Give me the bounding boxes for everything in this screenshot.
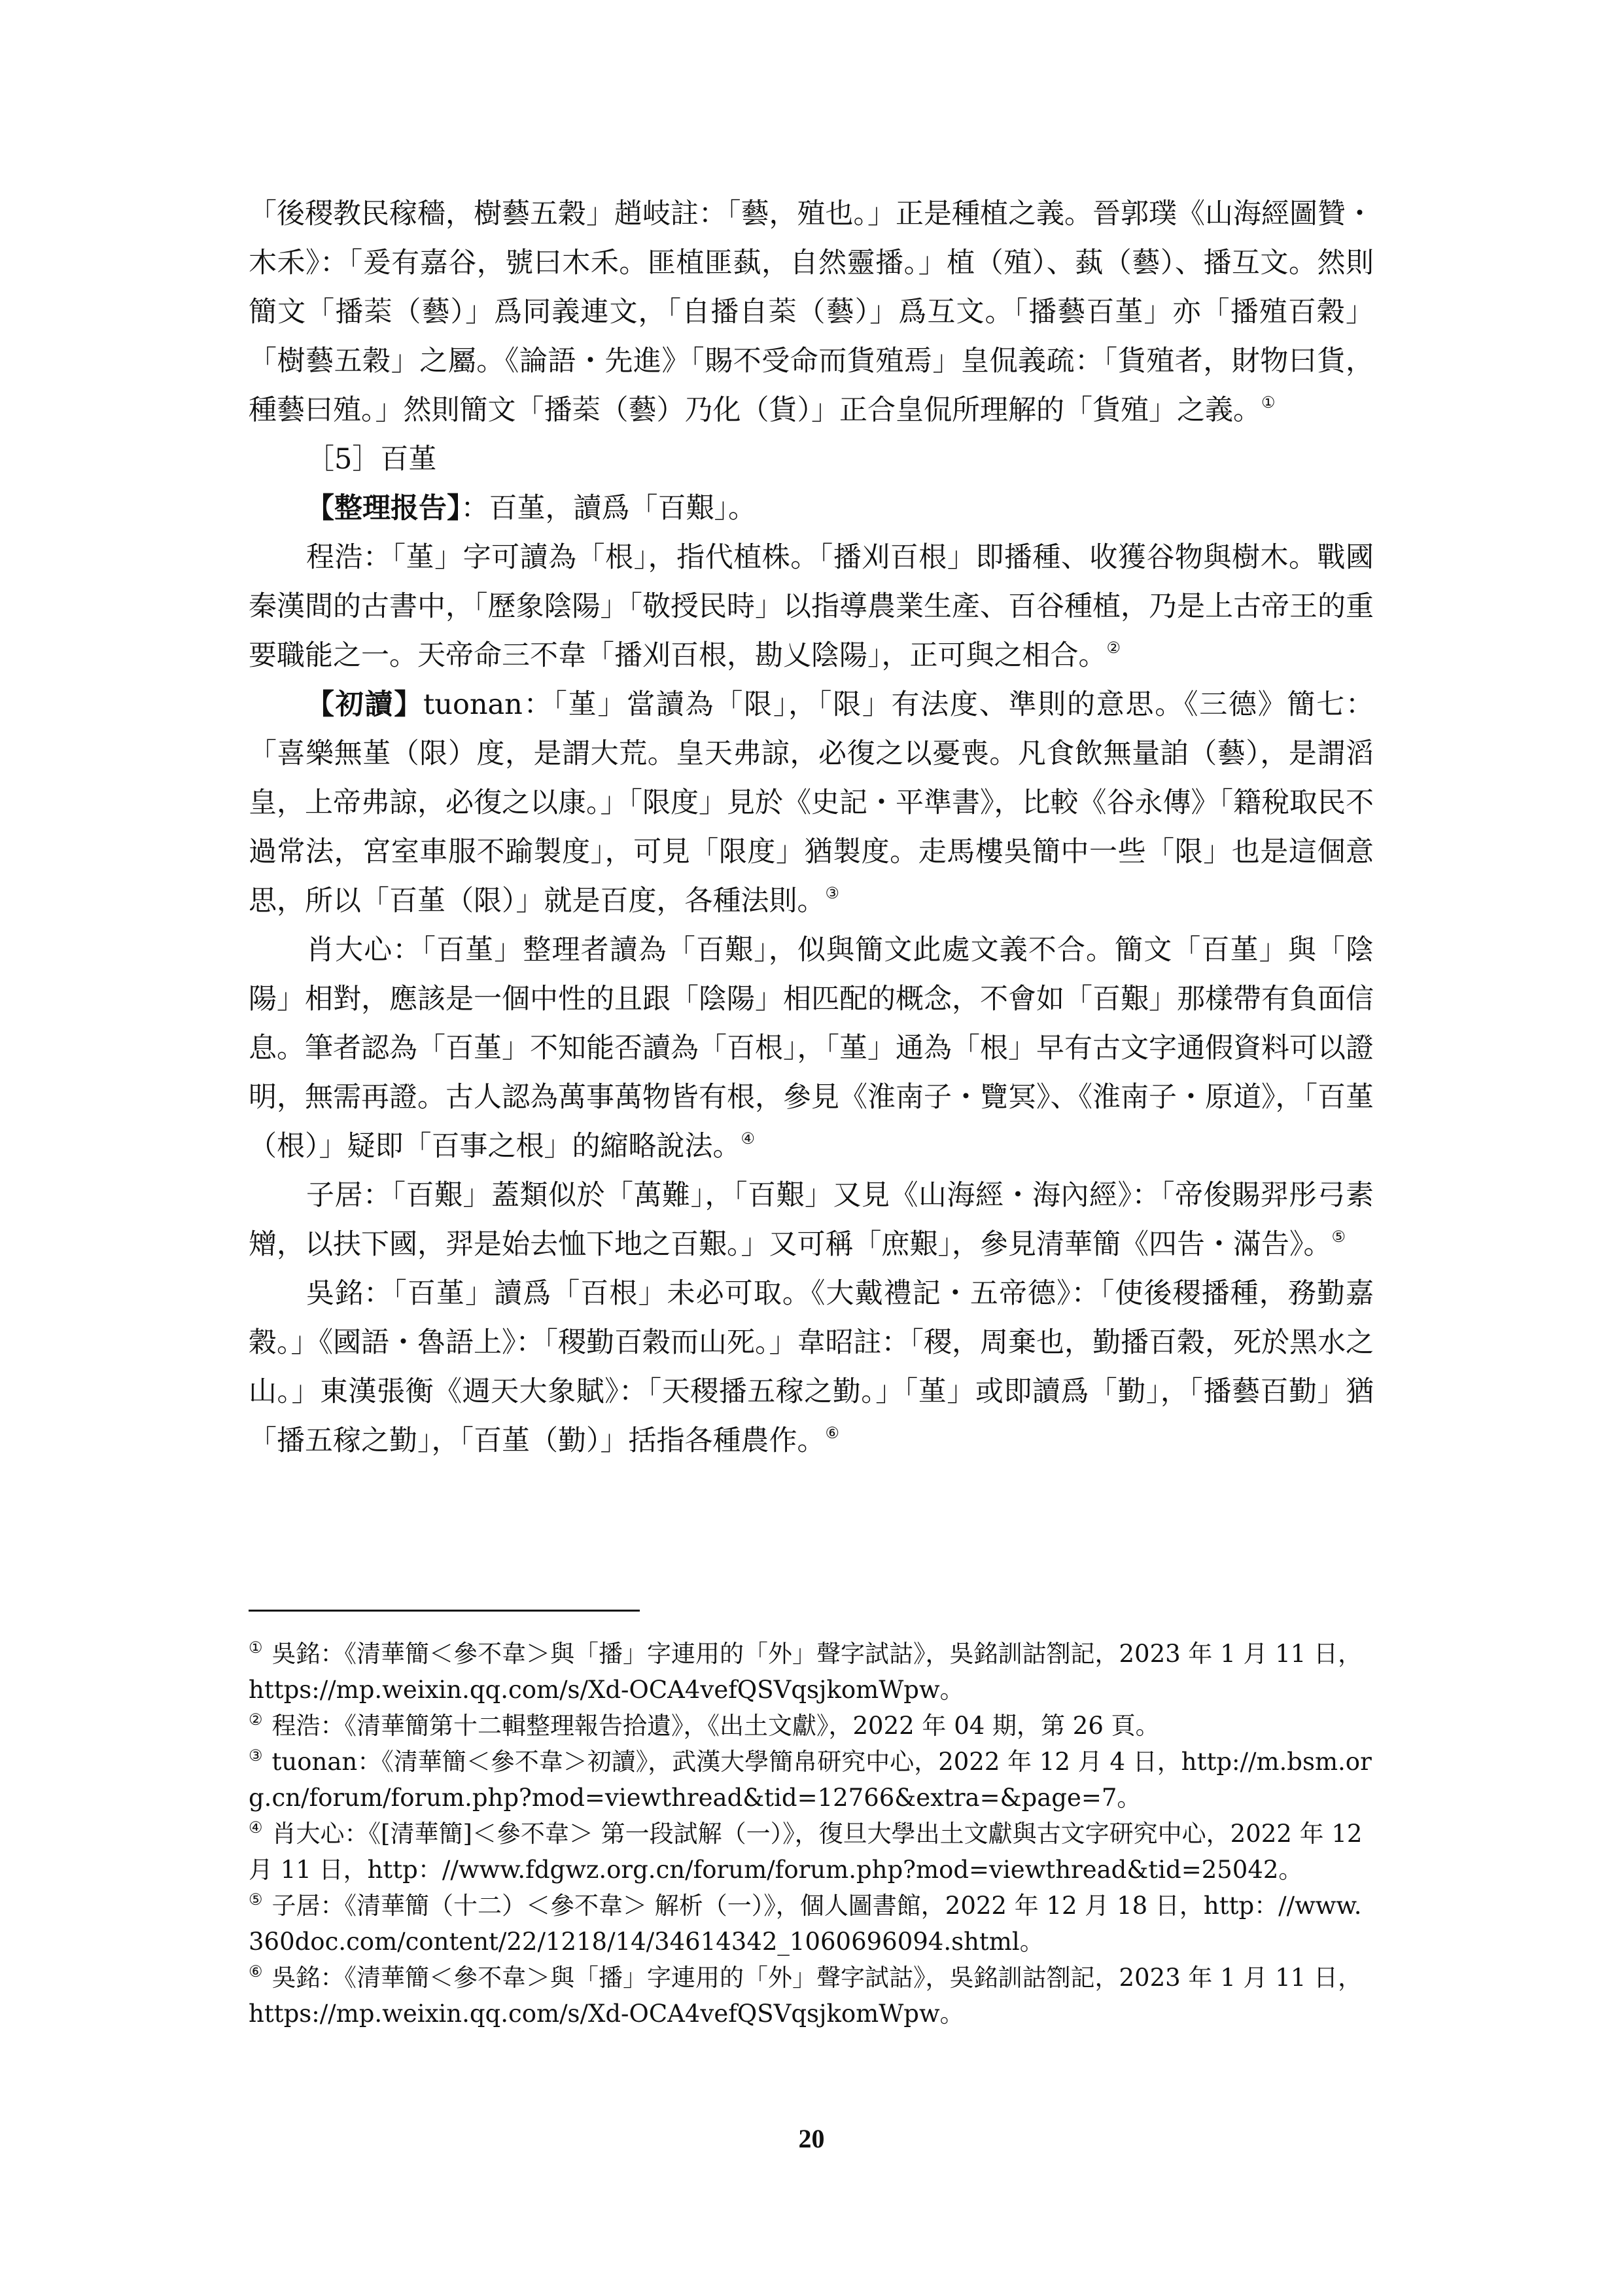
footnote-text: 吳銘：《清華簡＜參不韋＞與「播」字連用的「外」聲字試詁》，吳銘訓詁劄記，2023 年 1 月 11 日，https://mp.weixin.qq.com/s/Xd-OCA4vefQSVqsjkomWpw。 <box>249 1640 1363 1704</box>
footnote <box>249 1636 1374 1708</box>
paragraph-text: ：百堇，讀爲「百艱」。 <box>461 492 756 525</box>
footnote-text: 子居：《清華簡（十二）＜參不韋＞ 解析（一）》，個人圖書館，2022 年 12 月 18 日，http：//www.360doc.com/content/22/1218/14/34614342_1060696094.shtml。 <box>249 1892 1362 1956</box>
paragraph-lead-label: 【整理报告】 <box>306 492 461 525</box>
footnote-text: tuonan：《清華簡＜參不韋＞初讀》，武漢大學簡帛研究中心，2022 年 12 月 4 日，http://m.bsm.org.cn/forum/forum.php?mod=viewthread&tid=12766&extra=&page=7。 <box>249 1748 1372 1812</box>
footnote-ref[interactable]: ① <box>1261 393 1276 412</box>
footnote-mark: ① <box>249 1638 263 1657</box>
section-heading <box>249 435 1374 484</box>
paragraph-lead-label: 【初讀】 <box>306 688 423 721</box>
paragraph-text: 子居：「百艱」蓋類似於「萬難」，「百艱」又見《山海經・海內經》：「帝俊賜羿彤弓素矰，以扶下國，羿是始去恤下地之百艱。」又可稱「庶艱」，參見清華簡《四告・滿告》。 <box>249 1179 1374 1261</box>
section-heading-text: ［5］百堇 <box>306 443 437 476</box>
paragraph-xiao-daxin <box>249 926 1374 1171</box>
footnote <box>249 1888 1374 1960</box>
footnote <box>249 1960 1374 2032</box>
footnote-ref[interactable]: ③ <box>825 884 840 902</box>
paragraph-text: 肖大心：「百堇」整理者讀為「百艱」，似與簡文此處文義不合。簡文「百堇」與「陰陽」相對，應該是一個中性的且跟「陰陽」相匹配的概念，不會如「百艱」那樣帶有負面信息。筆者認為「百堇」不知能否讀為「百根」，「堇」通為「根」早有古文字通假資料可以證明，無需再證。古人認為萬事萬物皆有根，參見《淮南子・覽冥》、《淮南子・原道》，「百堇（根）」疑即「百事之根」的縮略說法。 <box>249 934 1374 1163</box>
paragraph-continued <box>249 190 1374 435</box>
paragraph-tuonan <box>249 680 1374 926</box>
footnote-mark: ③ <box>249 1746 263 1765</box>
paragraph-text: 吳銘：「百堇」讀爲「百根」未必可取。《大戴禮記・五帝德》：「使後稷播種，務勤嘉穀。」《國語・魯語上》：「稷勤百穀而山死。」韋昭註：「稷，周棄也，勤播百穀，死於黑水之山。」東漢張衡《週天大象賦》：「天稷播五稼之勤。」「堇」或即讀爲「勤」，「播藝百勤」猶「播五稼之勤」，「百堇（勤）」括指各種農作。 <box>249 1277 1374 1457</box>
paragraph-wu-ming <box>249 1269 1374 1466</box>
body-text <box>249 190 1374 1466</box>
footnote-ref[interactable]: ④ <box>741 1129 756 1148</box>
footnote-ref[interactable]: ⑤ <box>1331 1227 1346 1246</box>
footnote-mark: ⑥ <box>249 1962 263 1981</box>
footnotes <box>249 1636 1374 2032</box>
paragraph-text: 程浩：「堇」字可讀為「根」，指代植株。「播刈百根」即播種、收獲谷物與樹木。戰國秦漢間的古書中，「歷象陰陽」「敬授民時」以指導農業生產、百谷種植，乃是上古帝王的重要職能之一。天帝命三不韋「播刈百根，勘乂陰陽」，正可與之相合。 <box>249 541 1374 672</box>
footnote <box>249 1708 1374 1744</box>
footnote-ref[interactable]: ⑥ <box>825 1424 840 1442</box>
page-number: 20 <box>798 2124 825 2153</box>
footnote <box>249 1744 1374 1816</box>
footnote-text: 程浩：《清華簡第十二輯整理報告拾遺》，《出土文獻》，2022 年 04 期，第 26 頁。 <box>271 1712 1160 1740</box>
footnote <box>249 1816 1374 1888</box>
footnote-ref[interactable]: ② <box>1106 639 1121 657</box>
footnote-mark: ② <box>249 1710 263 1729</box>
paragraph-cheng-hao <box>249 533 1374 680</box>
footnote-separator <box>249 1610 640 1612</box>
footnote-mark: ⑤ <box>249 1890 263 1909</box>
paragraph-report <box>249 484 1374 533</box>
footnote-text: 吳銘：《清華簡＜參不韋＞與「播」字連用的「外」聲字試詁》，吳銘訓詁劄記，2023 年 1 月 11 日，https://mp.weixin.qq.com/s/Xd-OCA4vefQSVqsjkomWpw。 <box>249 1964 1363 2028</box>
footnote-mark: ④ <box>249 1818 263 1837</box>
paragraph-text: 「後稷教民稼穡，樹藝五穀」趙岐註：「藝，殖也。」正是種植之義。晉郭璞《山海經圖贊・木禾》：「爰有嘉谷，號曰木禾。匪植匪蓺，自然靈播。」植（殖）、蓺（藝）、播互文。然則簡文「播𦯧（藝）」爲同義連文，「自播自𦯧（藝）」爲互文。「播藝百堇」亦「播殖百穀」「樹藝五穀」之屬。《論語・先進》「賜不受命而貨殖焉」皇侃義疏：「貨殖者，財物曰貨，種藝曰殖。」然則簡文「播𦯧（藝）乃化（貨）」正合皇侃所理解的「貨殖」之義。 <box>249 198 1374 427</box>
paragraph-text: tuonan：「堇」當讀為「限」，「限」有法度、準則的意思。《三德》簡七：「喜樂無堇（限）度，是謂大荒。皇天弗諒，必復之以憂喪。凡食飲無量詯（藝），是謂滔皇，上帝弗諒，必復之以康。」「限度」見於《史記・平準書》，比較《谷永傳》「籍稅取民不過常法，宮室車服不踰製度」，可見「限度」猶製度。走馬樓吳簡中一些「限」也是這個意思，所以「百堇（限）」就是百度，各種法則。 <box>249 688 1374 917</box>
paragraph-zi-ju <box>249 1171 1374 1269</box>
footnote-text: 肖大心：《[清華簡]＜參不韋＞ 第一段試解（一）》，復旦大學出土文獻與古文字研究中心，2022 年 12 月 11 日，http：//www.fdgwz.org.cn/forum/forum.php?mod=viewthread&tid=25042。 <box>249 1820 1363 1884</box>
